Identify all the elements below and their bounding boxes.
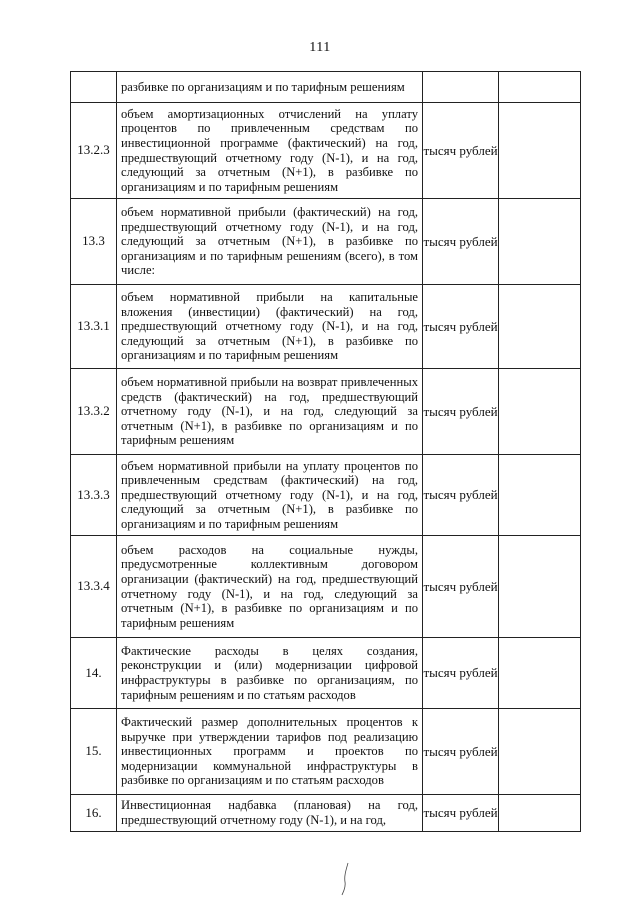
row-description: объем расходов на социальные нужды, предусмотренные коллективным договором организации (фактический) на год, предшествующий отчетному году (N-1), и на год, следующий за отчетным (N+1), в разбивке по организациям и по тарифным решениям (117, 536, 423, 638)
row-unit: тысяч рублей (423, 795, 499, 832)
row-description: объем нормативной прибыли на возврат привлеченных средств (фактический) на год, предшествующий отчетному году (N-1), и на год, следующий за отчетным (N+1), в разбивке по организациям и по тарифным решениям (117, 369, 423, 455)
row-value-cell (499, 709, 581, 795)
row-unit (423, 72, 499, 103)
table-row (71, 795, 581, 832)
table-row (71, 285, 581, 369)
row-value-cell (499, 795, 581, 832)
table-row (71, 455, 581, 536)
row-value-cell (499, 369, 581, 455)
table-row (71, 536, 581, 638)
row-unit: тысяч рублей (423, 638, 499, 709)
row-number: 14. (71, 638, 117, 709)
row-description: Фактический размер дополнительных процентов к выручке при утверждении тарифов под реализацию инвестиционных программ и проектов по модернизации коммунальной инфраструктуры в разбивке по организациям и по статьям расходов (117, 709, 423, 795)
indicators-table (70, 71, 581, 832)
row-description: объем нормативной прибыли на капитальные вложения (инвестиции) (фактический) на год, предшествующий отчетному году (N-1), и на год, следующий за отчетным (N+1), в разбивке по организациям и по тарифным решениям (117, 285, 423, 369)
row-description: Инвестиционная надбавка (плановая) на год, предшествующий отчетному году (N-1), и на год, (117, 795, 423, 832)
row-value-cell (499, 638, 581, 709)
pen-mark (340, 862, 354, 896)
row-number: 13.3.1 (71, 285, 117, 369)
table-row (71, 638, 581, 709)
row-number: 16. (71, 795, 117, 832)
row-unit: тысяч рублей (423, 199, 499, 285)
table-row (71, 103, 581, 199)
row-unit: тысяч рублей (423, 536, 499, 638)
row-number: 13.3.4 (71, 536, 117, 638)
row-unit: тысяч рублей (423, 369, 499, 455)
row-value-cell (499, 285, 581, 369)
row-unit: тысяч рублей (423, 455, 499, 536)
table-row (71, 369, 581, 455)
row-value-cell (499, 536, 581, 638)
row-unit: тысяч рублей (423, 709, 499, 795)
row-description: Фактические расходы в целях создания, реконструкции и (или) модернизации цифровой инфраструктуры в разбивке по организациям, по тарифным решениям и по статьям расходов (117, 638, 423, 709)
row-value-cell (499, 72, 581, 103)
row-number (71, 72, 117, 103)
table-row (71, 199, 581, 285)
row-description: разбивке по организациям и по тарифным решениям (117, 72, 423, 103)
row-number: 13.3.2 (71, 369, 117, 455)
row-number: 15. (71, 709, 117, 795)
table-row (71, 709, 581, 795)
row-number: 13.3 (71, 199, 117, 285)
row-value-cell (499, 455, 581, 536)
row-value-cell (499, 199, 581, 285)
row-number: 13.3.3 (71, 455, 117, 536)
row-description: объем амортизационных отчислений на уплату процентов по привлеченным средствам по инвестиционной программе (фактический) на год, предшествующий отчетному году (N-1), и на год, следующий за отчетным (N+1), в разбивке по организациям и по тарифным решениям (117, 103, 423, 199)
table-row (71, 72, 581, 103)
row-number: 13.2.3 (71, 103, 117, 199)
row-description: объем нормативной прибыли на уплату процентов по привлеченным средствам (фактический) на год, предшествующий отчетному году (N-1), и на год, следующий за отчетным (N+1), в разбивке по организациям и по тарифным решениям (117, 455, 423, 536)
row-description: объем нормативной прибыли (фактический) на год, предшествующий отчетному году (N-1), и на год, следующий за отчетным (N+1), в разбивке по организациям и по тарифным решениям (всего), в том числе: (117, 199, 423, 285)
row-value-cell (499, 103, 581, 199)
row-unit: тысяч рублей (423, 103, 499, 199)
page-number: 111 (309, 40, 331, 55)
row-unit: тысяч рублей (423, 285, 499, 369)
